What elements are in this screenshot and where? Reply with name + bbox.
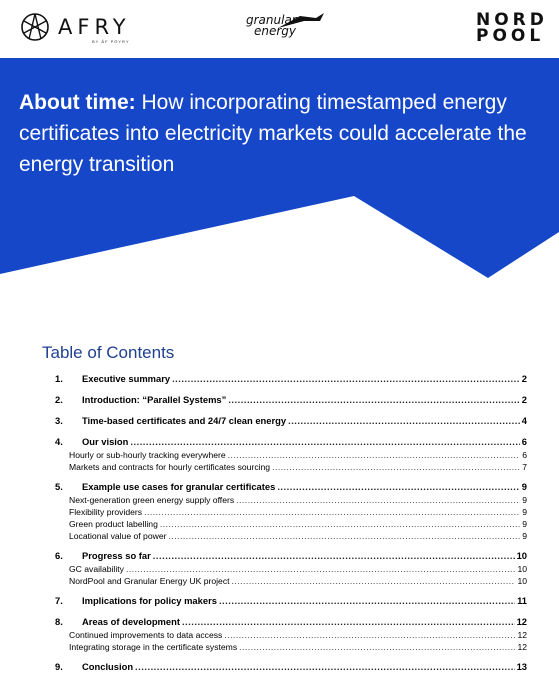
- toc-entry[interactable]: [55, 394, 527, 408]
- toc-entry-page: 2: [521, 394, 527, 405]
- toc-entry-page: 9: [521, 481, 527, 492]
- toc-leader-dots: [126, 564, 516, 574]
- toc-subentry[interactable]: [55, 630, 527, 642]
- document-title: [19, 87, 549, 180]
- toc-subentry[interactable]: [55, 576, 527, 588]
- toc-subentry-title: Locational value of power: [69, 531, 167, 541]
- toc-leader-dots: [239, 642, 515, 652]
- toc-entry[interactable]: [55, 616, 527, 630]
- toc-entry-page: 10: [516, 550, 527, 561]
- toc-spacer: [55, 429, 527, 436]
- toc-subentry-title: Continued improvements to data access: [69, 630, 223, 640]
- toc-leader-dots: [130, 436, 519, 447]
- afry-subline: BY ÅF PÖYRY: [92, 39, 130, 44]
- hero-banner: [0, 58, 559, 280]
- toc-entry-number: 2.: [55, 394, 63, 405]
- toc-leader-dots: [228, 450, 521, 460]
- toc-leader-dots: [224, 630, 515, 640]
- toc-subentry-title: NordPool and Granular Energy UK project: [69, 576, 230, 586]
- toc-subentry-page: 9: [522, 519, 527, 529]
- toc-entry-title: Progress so far: [82, 550, 151, 561]
- toc-leader-dots: [172, 373, 520, 384]
- toc-entry[interactable]: [55, 415, 527, 429]
- toc-leader-dots: [228, 394, 519, 405]
- toc-spacer: [55, 654, 527, 661]
- toc-leader-dots: [272, 462, 520, 472]
- toc-entry-page: 4: [521, 415, 527, 426]
- toc-subentry-page: 10: [517, 564, 527, 574]
- table-of-contents: [55, 373, 527, 675]
- title-lead: About time:: [19, 91, 136, 114]
- toc-subentry-title: Next-generation green energy supply offers: [69, 495, 235, 505]
- toc-subentry-page: 12: [517, 642, 527, 652]
- toc-entry-number: 1.: [55, 373, 63, 384]
- toc-subentry-page: 9: [522, 495, 527, 505]
- toc-leader-dots: [236, 495, 520, 505]
- toc-leader-dots: [135, 661, 515, 672]
- toc-leader-dots: [160, 519, 520, 529]
- toc-entry-number: 7.: [55, 595, 63, 606]
- toc-entry-page: 12: [516, 616, 527, 627]
- toc-spacer: [55, 474, 527, 481]
- toc-entry-number: 3.: [55, 415, 63, 426]
- toc-entry-title: Introduction: “Parallel Systems”: [82, 394, 227, 405]
- toc-subentry-page: 12: [517, 630, 527, 640]
- toc-entry-page: 13: [516, 661, 527, 672]
- toc-subentry-page: 9: [522, 531, 527, 541]
- toc-entry[interactable]: [55, 481, 527, 495]
- toc-subentry[interactable]: [55, 462, 527, 474]
- afry-logo: [20, 12, 140, 46]
- toc-spacer: [55, 387, 527, 394]
- toc-spacer: [55, 543, 527, 550]
- afry-wordmark: AFRY: [58, 15, 131, 39]
- toc-heading: Table of Contents: [42, 343, 175, 362]
- toc-leader-dots: [168, 531, 520, 541]
- toc-entry-number: 6.: [55, 550, 63, 561]
- logo-bar: [0, 0, 559, 58]
- toc-leader-dots: [277, 481, 519, 492]
- toc-entry-page: 11: [517, 595, 527, 606]
- nordpool-logo: [476, 12, 546, 48]
- granular-energy-logo: [246, 12, 326, 46]
- toc-subentry-title: Green product labelling: [69, 519, 158, 529]
- toc-spacer: [55, 609, 527, 616]
- toc-subentry-title: Integrating storage in the certificate systems: [69, 642, 238, 652]
- toc-entry-page: 6: [521, 436, 527, 447]
- toc-leader-dots: [144, 507, 520, 517]
- toc-entry[interactable]: [55, 661, 527, 675]
- toc-subentry[interactable]: [55, 564, 527, 576]
- toc-subentry[interactable]: [55, 642, 527, 654]
- toc-entry-title: Areas of development: [82, 616, 180, 627]
- toc-leader-dots: [182, 616, 515, 627]
- toc-subentry-title: Markets and contracts for hourly certificates sourcing: [69, 462, 271, 472]
- toc-entry-page: 2: [521, 373, 527, 384]
- toc-entry-number: 4.: [55, 436, 63, 447]
- toc-subentry-title: Hourly or sub-hourly tracking everywhere: [69, 450, 226, 460]
- toc-leader-dots: [219, 595, 515, 606]
- toc-spacer: [55, 588, 527, 595]
- toc-subentry[interactable]: [55, 519, 527, 531]
- toc-entry[interactable]: [55, 595, 527, 609]
- toc-entry-title: Our vision: [82, 436, 129, 447]
- toc-entry-title: Conclusion: [82, 661, 134, 672]
- toc-leader-dots: [288, 415, 520, 426]
- toc-subentry[interactable]: [55, 507, 527, 519]
- toc-subentry-title: GC availability: [69, 564, 124, 574]
- toc-leader-dots: [232, 576, 516, 586]
- toc-spacer: [55, 408, 527, 415]
- toc-entry-title: Example use cases for granular certificates: [82, 481, 276, 492]
- toc-entry-title: Implications for policy makers: [82, 595, 217, 606]
- toc-subentry-title: Flexibility providers: [69, 507, 143, 517]
- toc-entry-number: 5.: [55, 481, 63, 492]
- toc-subentry-page: 7: [522, 462, 527, 472]
- toc-entry[interactable]: [55, 373, 527, 387]
- nordpool-line1: NORD: [476, 10, 548, 30]
- toc-leader-dots: [153, 550, 515, 561]
- toc-entry[interactable]: [55, 550, 527, 564]
- toc-entry-number: 9.: [55, 661, 63, 672]
- title-rest: How incorporating timestamped energy certificates into electricity markets could accelerate the energy transition: [19, 91, 527, 176]
- toc-entry-number: 8.: [55, 616, 63, 627]
- toc-subentry-page: 9: [522, 507, 527, 517]
- toc-subentry-page: 6: [522, 450, 527, 460]
- toc-subentry-page: 10: [517, 576, 527, 586]
- toc-entry-title: Executive summary: [82, 373, 171, 384]
- toc-entry[interactable]: [55, 436, 527, 450]
- afry-mark-icon: [20, 12, 50, 42]
- toc-subentry[interactable]: [55, 495, 527, 507]
- energy-word: energy: [254, 24, 297, 38]
- granular-word: granular: [246, 13, 297, 27]
- nordpool-line2: POOL: [476, 26, 545, 46]
- toc-entry-title: Time-based certificates and 24/7 clean energy: [82, 415, 287, 426]
- toc-subentry[interactable]: [55, 531, 527, 543]
- toc-subentry[interactable]: [55, 450, 527, 462]
